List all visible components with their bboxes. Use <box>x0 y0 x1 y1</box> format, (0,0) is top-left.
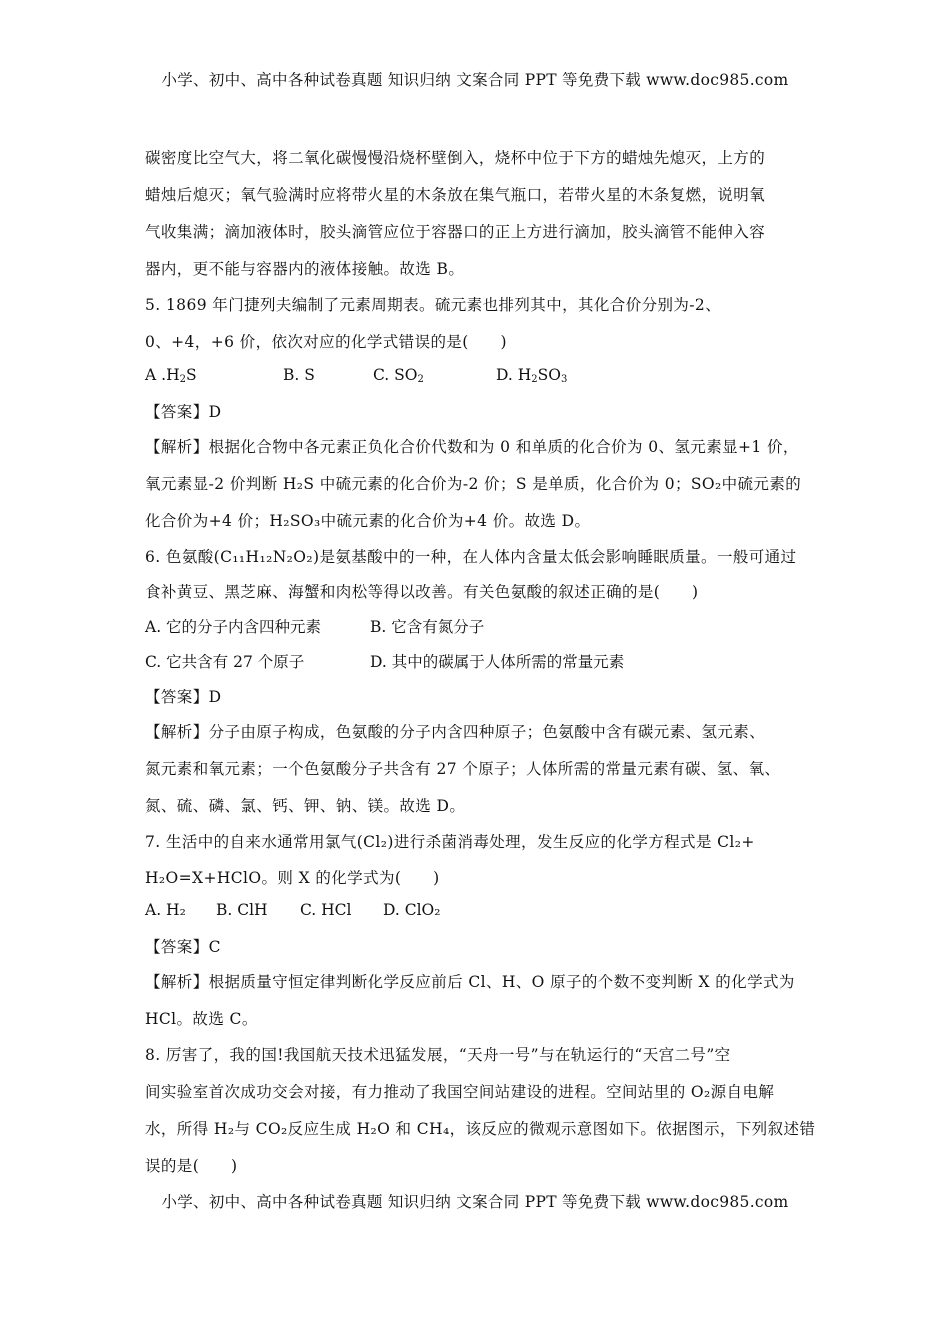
q8-stem-line-3: 水，所得 H₂与 CO₂反应生成 H₂O 和 CH₄，该反应的微观示意图如下。依据图示，下列叙述错 <box>145 1120 816 1138</box>
q6-option-b: B. 它含有氮分子 <box>370 618 485 636</box>
q7-option-d: D. ClO₂ <box>383 901 441 919</box>
intro-line-1: 碳密度比空气大，将二氧化碳慢慢沿烧杯壁倒入，烧杯中位于下方的蜡烛先熄灭，上方的 <box>145 149 766 167</box>
q6-stem-line-2: 食补黄豆、黑芝麻、海蟹和肉松等得以改善。有关色氨酸的叙述正确的是( ) <box>145 583 699 601</box>
q6-analysis-line-1: 【解析】分子由原子构成，色氨酸的分子内含四种原子；色氨酸中含有碳元素、氢元素、 <box>145 723 766 741</box>
q7-analysis-line-2: HCl。故选 C。 <box>145 1010 258 1028</box>
q6-analysis-line-2: 氮元素和氧元素；一个色氨酸分子共含有 27 个原子；人体所需的常量元素有碳、氢、氧、 <box>145 760 781 778</box>
q5-answer: 【答案】D <box>145 403 222 421</box>
intro-line-4: 器内，更不能与容器内的液体接触。故选 B。 <box>145 260 465 278</box>
page-footer: 小学、初中、高中各种试卷真题 知识归纳 文案合同 PPT 等免费下载 www.doc985.com <box>161 1193 789 1211</box>
q5-analysis-line-2: 氧元素显-2 价判断 H₂S 中硫元素的化合价为-2 价；S 是单质，化合价为 0；SO₂中硫元素的 <box>145 475 802 493</box>
page-header: 小学、初中、高中各种试卷真题 知识归纳 文案合同 PPT 等免费下载 www.doc985.com <box>161 71 789 89</box>
q7-option-c: C. HCl <box>300 901 352 919</box>
q5-option-d: D. $H_2SO_3$ <box>496 366 568 385</box>
q6-stem-line-1: 6. 色氨酸(C₁₁H₁₂N₂O₂)是氨基酸中的一种，在人体内含量太低会影响睡眠质量。一般可通过 <box>145 548 797 566</box>
q8-stem-line-2: 间实验室首次成功交会对接，有力推动了我国空间站建设的进程。空间站里的 O₂源自电解 <box>145 1083 775 1101</box>
q6-option-c: C. 它共含有 27 个原子 <box>145 653 305 671</box>
q5-option-b: B. S <box>283 366 315 384</box>
intro-line-3: 气收集满；滴加液体时，胶头滴管应位于容器口的正上方进行滴加，胶头滴管不能伸入容 <box>145 223 766 241</box>
q8-stem-line-1: 8. 厉害了，我的国!我国航天技术迅猛发展，“天舟一号”与在轨运行的“天宫二号”空 <box>145 1046 731 1064</box>
q6-analysis-line-3: 氮、硫、磷、氯、钙、钾、钠、镁。故选 D。 <box>145 797 466 815</box>
q7-stem-line-1: 7. 生活中的自来水通常用氯气(Cl₂)进行杀菌消毒处理，发生反应的化学方程式是 Cl₂+ <box>145 833 755 851</box>
q7-option-b: B. ClH <box>216 901 268 919</box>
q5-option-a: A $.H_2S$ <box>145 366 197 385</box>
q7-analysis-line-1: 【解析】根据质量守恒定律判断化学反应前后 Cl、H、O 原子的个数不变判断 X 的化学式为 <box>145 973 795 991</box>
q5-stem-line-1: 5. 1869 年门捷列夫编制了元素周期表。硫元素也排列其中，其化合价分别为-2、 <box>145 296 722 314</box>
q5-stem-line-2: 0、+4，+6 价，依次对应的化学式错误的是( ) <box>145 333 507 351</box>
q5-analysis-line-1: 【解析】根据化合物中各元素正负化合价代数和为 0 和单质的化合价为 0、氢元素显+1 价， <box>145 438 799 456</box>
q6-option-d: D. 其中的碳属于人体所需的常量元素 <box>370 653 625 671</box>
q8-stem-line-4: 误的是( ) <box>145 1157 238 1175</box>
intro-line-2: 蜡烛后熄灭；氧气验满时应将带火星的木条放在集气瓶口，若带火星的木条复燃，说明氧 <box>145 186 766 204</box>
q6-answer: 【答案】D <box>145 688 222 706</box>
q5-analysis-line-3: 化合价为+4 价；H₂SO₃中硫元素的化合价为+4 价。故选 D。 <box>145 512 591 530</box>
q6-option-a: A. 它的分子内含四种元素 <box>145 618 322 636</box>
q5-option-c: C. $SO_2$ <box>373 366 424 385</box>
q7-option-a: A. H₂ <box>145 901 186 919</box>
q7-stem-line-2: H₂O=X+HClO。则 X 的化学式为( ) <box>145 869 440 887</box>
q7-answer: 【答案】C <box>145 938 221 956</box>
